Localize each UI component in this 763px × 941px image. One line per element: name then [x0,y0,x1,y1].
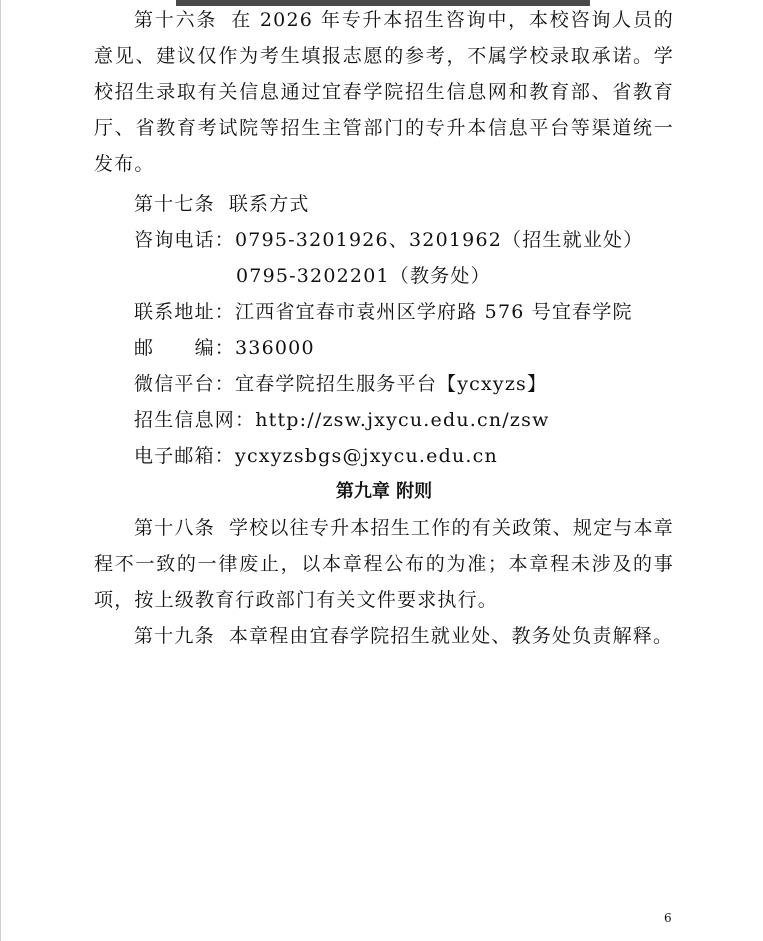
phone-label: 咨询电话： [134,229,236,251]
phone-value-2: 0795-3202201（教务处） [236,265,491,287]
contact-phone-row [134,222,674,258]
article-18 [94,510,674,618]
article-18-label: 第十八条 [134,517,215,539]
contact-website-row [134,402,674,438]
contact-wechat-row [134,366,674,402]
article-16-text: 在 2026 年专升本招生咨询中，本校咨询人员的意见、建议仅作为考生填报志愿的参考，不属学校录取承诺。学校招生录取有关信息通过宜春学院招生信息网和教育部、省教育厅、省教育考试院等招生主管部门的专升本信息平台等渠道统一发布。 [94,9,674,175]
wechat-label: 微信平台： [134,373,236,395]
article-17-title: 联系方式 [228,193,310,215]
article-19-label: 第十九条 [134,625,215,647]
address-value: 江西省宜春市袁州区学府路 576 号宜春学院 [235,301,633,323]
article-16 [94,2,674,182]
page-left-edge [0,0,1,941]
contact-address-row [134,294,674,330]
contact-postcode-row [134,330,674,366]
article-19 [94,618,674,654]
email-link[interactable]: ycxyzsbgs@jxycu.edu.cn [235,445,498,467]
postcode-label: 邮 编： [134,337,236,359]
website-link[interactable]: http://zsw.jxycu.edu.cn/zsw [255,409,550,431]
article-19-text: 本章程由宜春学院招生就业处、教务处负责解释。 [228,625,674,647]
phone-value-1: 0795-3201926、3201962（招生就业处） [235,229,644,251]
article-17-heading [134,186,674,222]
contact-email-row [134,438,674,474]
address-label: 联系地址： [134,301,236,323]
website-label: 招生信息网： [134,409,256,431]
page-number: 6 [664,911,672,925]
article-17-label: 第十七条 [134,193,215,215]
article-16-label: 第十六条 [134,9,218,31]
wechat-value: 宜春学院招生服务平台【ycxyzs】 [235,373,548,395]
email-label: 电子邮箱： [134,445,236,467]
contact-phone-row-2 [236,258,674,294]
postcode-value: 336000 [235,337,315,359]
chapter-9-heading: 第九章 附则 [335,481,433,502]
article-18-text: 学校以往专升本招生工作的有关政策、规定与本章程不一致的一律废止，以本章程公布的为准；本章程未涉及的事项，按上级教育行政部门有关文件要求执行。 [94,517,674,611]
document-page [94,0,674,654]
